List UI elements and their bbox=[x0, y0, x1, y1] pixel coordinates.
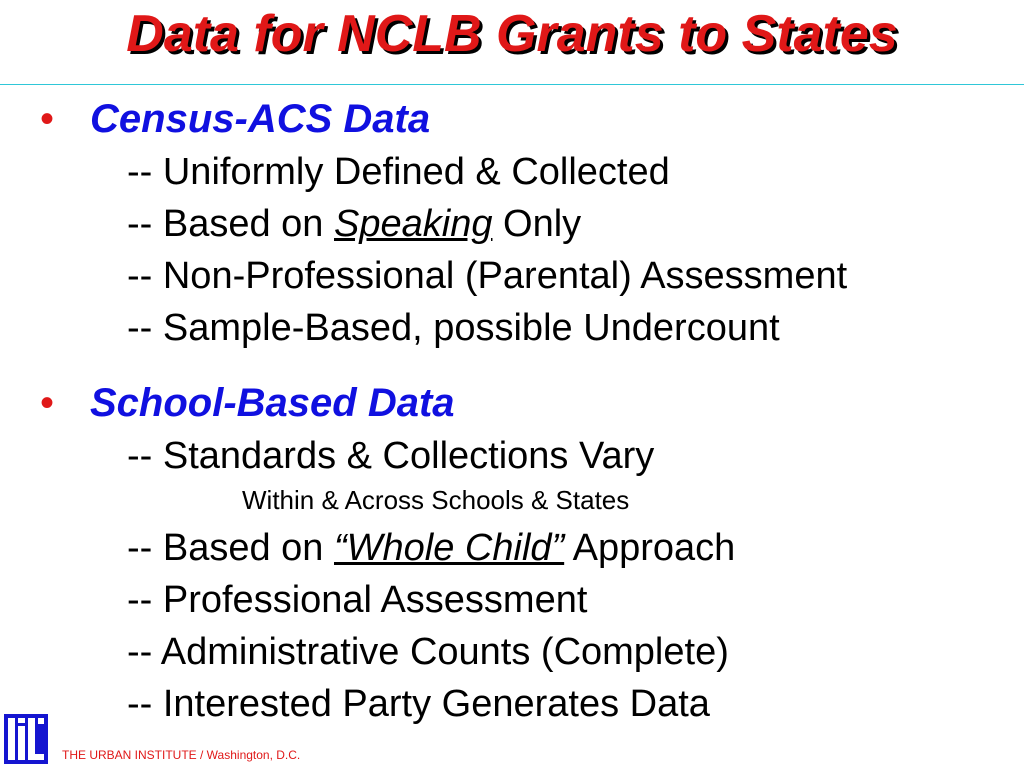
section-heading-school bbox=[40, 381, 455, 425]
census-line-2: -- Based on Speaking Only bbox=[127, 203, 582, 245]
title-divider bbox=[0, 84, 1024, 85]
school-subline: Within & Across Schools & States bbox=[242, 485, 630, 515]
bullet-icon: • bbox=[40, 381, 55, 425]
footer bbox=[0, 714, 1024, 768]
school-line-5: -- Interested Party Generates Data bbox=[127, 683, 710, 725]
section-heading-census bbox=[40, 97, 430, 141]
school-line-1: -- Standards & Collections Vary bbox=[127, 435, 655, 477]
school-line-2: -- Based on “Whole Child” Approach bbox=[127, 527, 736, 569]
census-line-3: -- Non-Professional (Parental) Assessment bbox=[127, 255, 848, 297]
section-title: School-Based Data bbox=[90, 381, 455, 425]
emphasis-speaking: Speaking bbox=[334, 203, 493, 245]
urban-institute-logo-icon bbox=[4, 714, 48, 764]
bullet-icon: • bbox=[40, 97, 55, 141]
footer-text: THE URBAN INSTITUTE / Washington, D.C. bbox=[62, 748, 301, 762]
slide-title: Data for NCLB Grants to States bbox=[126, 5, 898, 63]
census-line-4: -- Sample-Based, possible Undercount bbox=[127, 307, 780, 349]
section-title: Census-ACS Data bbox=[90, 97, 431, 141]
school-line-3: -- Professional Assessment bbox=[127, 579, 588, 621]
census-line-1: -- Uniformly Defined & Collected bbox=[127, 151, 670, 193]
school-line-4: -- Administrative Counts (Complete) bbox=[127, 631, 729, 673]
emphasis-whole-child: “Whole Child” bbox=[334, 527, 565, 569]
